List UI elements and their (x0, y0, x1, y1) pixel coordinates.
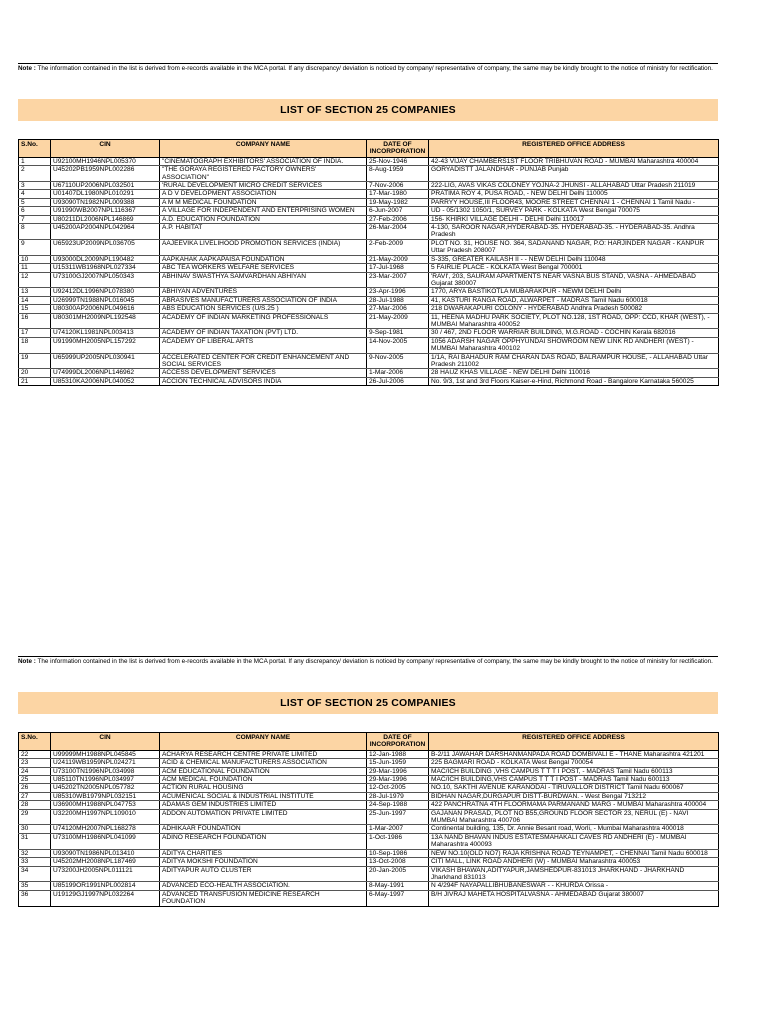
table-row (19, 166, 719, 182)
cell-address: N 4/294F NAYAPALLIBHUBANESWAR - - KHURDA Orissa - (429, 882, 719, 890)
cell-date: 26-Mar-2004 (367, 224, 429, 240)
cell-sno: 34 (19, 866, 51, 882)
cell-sno: 5 (19, 198, 51, 206)
page-section-2 (18, 656, 718, 907)
table-row (19, 190, 719, 198)
cell-address: B/H JIVRAJ MAHETA HOSPITALVASNA - AHMEDABAD Gujarat 380007 (429, 890, 719, 906)
header-company-name: COMPANY NAME (160, 733, 367, 751)
cell-address: S-335, GREATER KAILASH II - - NEW DELHI Delhi 110048 (429, 255, 719, 263)
table-header-row (19, 140, 719, 158)
cell-cin: U45202TN2005NPL057782 (51, 784, 160, 792)
cell-sno: 18 (19, 337, 51, 353)
cell-sno: 32 (19, 849, 51, 857)
cell-cin: U93090TN1986NPL013410 (51, 849, 160, 857)
cell-cin: U36900MH1988NPL047753 (51, 801, 160, 809)
cell-cin: U91990MH2005NPL157292 (51, 337, 160, 353)
cell-date: 25-Jun-1997 (367, 809, 429, 825)
cell-cin: U80300AP2006NPL049616 (51, 305, 160, 313)
cell-company-name: 'RURAL DEVELOPMENT MICRO CREDIT SERVICES (160, 182, 367, 190)
cell-company-name: "CINEMATOGRAPH EXHIBITORS' ASSOCIATION OF INDIA. (160, 157, 367, 165)
table-row (19, 215, 719, 223)
cell-cin: U85310KA2006NPL040052 (51, 377, 160, 385)
cell-sno: 10 (19, 255, 51, 263)
cell-cin: U45202MH2008NPL187469 (51, 858, 160, 866)
cell-address: 156- KHIRKI VILLAGE DELHI - DELHI Delhi 110017 (429, 215, 719, 223)
table-row (19, 784, 719, 792)
cell-company-name: ACID & CHEMICAL MANUFACTURERS ASSOCIATION (160, 759, 367, 767)
cell-address: VIKASH BHAWAN,ADITYAPUR,JAMSHEDPUR-831013 JHARKHAND - JHARKHAND Jharkhand 831013 (429, 866, 719, 882)
header-sno: S.No. (19, 140, 51, 158)
table-row (19, 353, 719, 369)
cell-sno: 28 (19, 801, 51, 809)
cell-company-name: ACUMENICAL SOCIAL & INDUSTRIAL INSTITUTE (160, 792, 367, 800)
cell-cin: U85110TN1996NPL034997 (51, 776, 160, 784)
cell-cin: U73100MH1986NPL041099 (51, 833, 160, 849)
table-row (19, 369, 719, 377)
cell-sno: 35 (19, 882, 51, 890)
cell-company-name: A M M MEDICAL FOUNDATION (160, 198, 367, 206)
cell-date: 23-Apr-1996 (367, 288, 429, 296)
cell-sno: 29 (19, 809, 51, 825)
cell-address: 42-43 VIJAY CHAMBERS1ST FLOOR TRIBHUVAN ROAD - MUMBAI Maharashtra 400004 (429, 157, 719, 165)
cell-sno: 25 (19, 776, 51, 784)
header-sno: S.No. (19, 733, 51, 751)
cell-company-name: ABHIYAN ADVENTURES (160, 288, 367, 296)
cell-address: MAC/ICH BUILDING ,VHS CAMPUS T T T I POST, - MADRAS Tamil Nadu 600113 (429, 767, 719, 775)
cell-cin: U32200MH1997NPL109010 (51, 809, 160, 825)
cell-address: BIDHAN NAGAR,DURGAPUR DISTT-BURDWAN. - West Bengal 713212 (429, 792, 719, 800)
cell-company-name: ADINO RESEARCH FOUNDATION (160, 833, 367, 849)
cell-address: NO.10, SAKTHI AVENUE KARANODAI - TIRUVALLOR DISTRICT Tamil Nadu 600067 (429, 784, 719, 792)
cell-address: 1056 ADARSH NAGAR OPPHYUNDAI SHOWROOM NEW LINK RD ANDHERI (WEST) - MUMBAI Maharashtra 400102 (429, 337, 719, 353)
cell-address: B-2/11 JAWAHAR DARSHANMANPADA ROAD DOMBIVALI E - THANE Maharashtra 421201 (429, 750, 719, 758)
cell-sno: 14 (19, 296, 51, 304)
cell-company-name: ADAMAS GEM INDUSTRIES LIMITED (160, 801, 367, 809)
header-date-of-incorporation: DATE OF INCORPORATION (367, 140, 429, 158)
companies-table (18, 139, 719, 386)
companies-table-body (19, 157, 719, 385)
cell-company-name: AAJEEVIKA LIVELIHOOD PROMOTION SERVICES (INDIA) (160, 239, 367, 255)
cell-cin: U93090TN1982NPL009388 (51, 198, 160, 206)
cell-sno: 21 (19, 377, 51, 385)
cell-company-name: ABS EDUCATION SERVICES (U/S.25 ) (160, 305, 367, 313)
cell-sno: 3 (19, 182, 51, 190)
cell-address: GAJANAN PRASAD, PLOT NO B55,GROUND FLOOR SECTOR 23, NERUL (E) - NAVI MUMBAI Maharashtra 400706 (429, 809, 719, 825)
table-row (19, 750, 719, 758)
cell-sno: 30 (19, 825, 51, 833)
cell-date: 6-Jun-2007 (367, 207, 429, 215)
table-row (19, 882, 719, 890)
cell-cin: U80301MH2009NPL192548 (51, 313, 160, 329)
cell-company-name: ACADEMY OF LIBERAL ARTS (160, 337, 367, 353)
table-row (19, 296, 719, 304)
note-label: Note : (18, 65, 36, 72)
cell-company-name: ACADEMY OF INDIAN TAXATION (PVT) LTD. (160, 329, 367, 337)
cell-date: 1-Mar-2006 (367, 369, 429, 377)
cell-company-name: A VILLAGE FOR INDEPENDENT AND ENTERPRISING WOMEN (160, 207, 367, 215)
cell-address: Continental building, 135, Dr. Annie Besant road, Worli, - Mumbai Maharashtra 400018 (429, 825, 719, 833)
cell-cin: U85310WB1979NPL032151 (51, 792, 160, 800)
header-cin: CIN (51, 140, 160, 158)
cell-sno: 12 (19, 272, 51, 288)
cell-date: 12-Oct-2005 (367, 784, 429, 792)
header-company-name: COMPANY NAME (160, 140, 367, 158)
cell-date: 17-Mar-1980 (367, 190, 429, 198)
companies-table (18, 732, 719, 907)
table-row (19, 849, 719, 857)
cell-sno: 17 (19, 329, 51, 337)
cell-address: 30 / 467, 2ND FLOOR WARRIAR BUILDING, M.G.ROAD - COCHIN Kerala 682016 (429, 329, 719, 337)
table-header-row (19, 733, 719, 751)
cell-date: 13-Oct-2008 (367, 858, 429, 866)
table-row (19, 337, 719, 353)
cell-company-name: ACCESS DEVELOPMENT SERVICES (160, 369, 367, 377)
cell-address: UD - 05/1302 1050/1, SURVEY PARK - KOLKATA West Bengal 700075 (429, 207, 719, 215)
cell-cin: U67110UP2006NPL032501 (51, 182, 160, 190)
cell-cin: U92100MH1946NPL005370 (51, 157, 160, 165)
cell-cin: U15311WB1968NPL027334 (51, 264, 160, 272)
table-row (19, 239, 719, 255)
cell-sno: 1 (19, 157, 51, 165)
cell-address: PLOT NO. 31, HOUSE NO. 364, SADANAND NAGAR, P.O: HARJINDER NAGAR - KANPUR Uttar Pradesh 208007 (429, 239, 719, 255)
cell-cin: U45200AP2004NPL042964 (51, 224, 160, 240)
cell-sno: 16 (19, 313, 51, 329)
header-date-of-incorporation: DATE OF INCORPORATION (367, 733, 429, 751)
cell-date: 1-Mar-2007 (367, 825, 429, 833)
cell-sno: 20 (19, 369, 51, 377)
cell-company-name: ADHIKAAR FOUNDATION (160, 825, 367, 833)
cell-date: 29-Mar-1996 (367, 767, 429, 775)
cell-date: 6-May-1997 (367, 890, 429, 906)
cell-address: 11, HEENA MADHU PARK SOCIETY, PLOT NO.128, 1ST ROAD, OPP: CCD, KHAR (WEST), - MUMBAI Maharashtra 400052 (429, 313, 719, 329)
cell-date: 23-Mar-2007 (367, 272, 429, 288)
cell-sno: 33 (19, 858, 51, 866)
cell-sno: 36 (19, 890, 51, 906)
table-row (19, 305, 719, 313)
disclaimer-note (18, 657, 718, 666)
cell-date: 28-Jul-1988 (367, 296, 429, 304)
cell-company-name: A D V DEVELOPMENT ASSOCIATION (160, 190, 367, 198)
table-row (19, 313, 719, 329)
cell-sno: 4 (19, 190, 51, 198)
cell-company-name: ABHINAV SWASTHYA SAMVARDHAN ABHIYAN (160, 272, 367, 288)
cell-date: 15-Jun-1959 (367, 759, 429, 767)
cell-company-name: ACTION RURAL HOUSING (160, 784, 367, 792)
cell-address: 1/1A, RAI BAHADUR RAM CHARAN DAS ROAD, BALRAMPUR HOUSE, - ALLAHABAD Uttar Pradesh 211002 (429, 353, 719, 369)
cell-cin: U65999UP2005NPL030941 (51, 353, 160, 369)
cell-company-name: ADDON AUTOMATION PRIVATE LIMITED (160, 809, 367, 825)
cell-company-name: ADITYAPUR AUTO CLUSTER (160, 866, 367, 882)
cell-address: 4-130, SAROOR NAGAR,HYDERABAD-35. HYDERABAD-35. - HYDERABAD-35. Andhra Pradesh (429, 224, 719, 240)
cell-company-name: ADITYA MOKSHI FOUNDATION (160, 858, 367, 866)
cell-cin: U01407DL1980NPL010291 (51, 190, 160, 198)
cell-date: 10-Sep-1986 (367, 849, 429, 857)
cell-date: 9-Sep-1981 (367, 329, 429, 337)
table-row (19, 182, 719, 190)
cell-cin: U24119WB1959NPL024271 (51, 759, 160, 767)
cell-date: 26-Jul-2006 (367, 377, 429, 385)
cell-cin: U74120KL1981NPL003413 (51, 329, 160, 337)
cell-date: 17-Jul-1968 (367, 264, 429, 272)
table-row (19, 776, 719, 784)
cell-date: 9-Nov-2005 (367, 353, 429, 369)
cell-date: 28-Jul-1979 (367, 792, 429, 800)
cell-sno: 22 (19, 750, 51, 758)
cell-company-name: ABC TEA WORKERS WELFARE SERVICES (160, 264, 367, 272)
cell-cin: U92412DL1996NPL078380 (51, 288, 160, 296)
cell-address: 'RAVI', 203, SAURAM APARTMENTS NEAR VASNA BUS STAND, VASNA - AHMEDABAD Gujarat 380007 (429, 272, 719, 288)
cell-cin: U74120MH2007NPL168278 (51, 825, 160, 833)
header-registered-office-address: REGISTERED OFFICE ADDRESS (429, 140, 719, 158)
cell-address: PARRYY HOUSE,III FLOOR43, MOORE STREET CHENNAI 1 - CHENNAI 1 Tamil Nadu - (429, 198, 719, 206)
cell-date: 24-Sep-1988 (367, 801, 429, 809)
cell-sno: 13 (19, 288, 51, 296)
note-label: Note : (18, 658, 36, 665)
cell-address: PRATIMA ROY 4, PUSA ROAD, - NEW DELHI Delhi 110005 (429, 190, 719, 198)
table-row (19, 792, 719, 800)
table-row (19, 858, 719, 866)
cell-date: 8-May-1991 (367, 882, 429, 890)
cell-address: 41, KASTURI RANGA ROAD, ALWARPET - MADRAS Tamil Nadu 600018 (429, 296, 719, 304)
page-section-1 (18, 63, 718, 386)
cell-cin: U85199OR1991NPL002814 (51, 882, 160, 890)
page-title: LIST OF SECTION 25 COMPANIES (18, 99, 718, 121)
cell-sno: 19 (19, 353, 51, 369)
cell-cin: U45202PB1959NPL002286 (51, 166, 160, 182)
cell-company-name: AAPKAHAK AAPKAPAISA FOUNDATION (160, 255, 367, 263)
cell-address: No. 9/3, 1st and 3rd Floors Kaiser-e-Hind, Richmond Road - Bangalore Karnataka 560025 (429, 377, 719, 385)
table-row (19, 198, 719, 206)
cell-company-name: A.D. EDUCATION FOUNDATION (160, 215, 367, 223)
cell-date: 25-Nov-1946 (367, 157, 429, 165)
cell-cin: U26999TN1988NPL016045 (51, 296, 160, 304)
cell-cin: U74999DL2006NPL146962 (51, 369, 160, 377)
cell-address: 222-LIG, AVAS VIKAS COLONEY YOJNA-2 JHUNSI - ALLAHABAD Uttar Pradesh 211019 (429, 182, 719, 190)
table-row (19, 759, 719, 767)
cell-company-name: ADITYA CHARITIES (160, 849, 367, 857)
disclaimer-note (18, 64, 718, 73)
cell-sno: 7 (19, 215, 51, 223)
cell-sno: 8 (19, 224, 51, 240)
page-title: LIST OF SECTION 25 COMPANIES (18, 692, 718, 714)
cell-sno: 9 (19, 239, 51, 255)
cell-cin: U93000DL2009NPL190482 (51, 255, 160, 263)
cell-date: 21-May-2009 (367, 313, 429, 329)
table-row (19, 329, 719, 337)
cell-cin: U73200JH2005NPL011121 (51, 866, 160, 882)
cell-company-name: ACCELERATED CENTER FOR CREDIT ENHANCEMENT AND SOCIAL SERVICES (160, 353, 367, 369)
cell-sno: 15 (19, 305, 51, 313)
cell-company-name: ACM EDUCATIONAL FOUNDATION (160, 767, 367, 775)
table-row (19, 825, 719, 833)
cell-cin: U73100GJ2007NPL050343 (51, 272, 160, 288)
cell-date: 20-Jan-2005 (367, 866, 429, 882)
cell-date: 27-Feb-2006 (367, 215, 429, 223)
cell-date: 27-Mar-2006 (367, 305, 429, 313)
cell-cin: U80211DL2006NPL146869 (51, 215, 160, 223)
cell-company-name: ADVANCED ECO-HEALTH ASSOCIATION. (160, 882, 367, 890)
table-row (19, 866, 719, 882)
table-row (19, 224, 719, 240)
cell-date: 12-Jan-1988 (367, 750, 429, 758)
cell-sno: 27 (19, 792, 51, 800)
cell-cin: U91990WB2007NPL116367 (51, 207, 160, 215)
cell-company-name: ACHARYA RESEARCH CENTRE PRIVATE LIMITED (160, 750, 367, 758)
cell-company-name: ADVANCED TRANSFUSION MEDICINE RESEARCH FOUNDATION (160, 890, 367, 906)
cell-address: 1770, ARYA BASTIKOTLA MUBARAKPUR - NEWM DELHI Delhi (429, 288, 719, 296)
table-row (19, 288, 719, 296)
header-registered-office-address: REGISTERED OFFICE ADDRESS (429, 733, 719, 751)
cell-address: 422 PANCHRATNA 4TH FLOORMAMA PARMANAND MARG - MUMBAI Maharashtra 400004 (429, 801, 719, 809)
table-row (19, 767, 719, 775)
note-text: The information contained in the list is derived from e-records available in the MCA portal. If any discrepancy/ deviation is noticed by company/ representative of company, the same may be kindly brought to the notice of ministry for rectification. (35, 65, 713, 72)
cell-date: 1-Oct-1986 (367, 833, 429, 849)
cell-date: 29-Mar-1996 (367, 776, 429, 784)
cell-company-name: ACADEMY OF INDIAN MARKETING PROFESSIONALS (160, 313, 367, 329)
table-row (19, 272, 719, 288)
table-row (19, 264, 719, 272)
cell-date: 21-May-2009 (367, 255, 429, 263)
cell-address: 13A NAND BHAVAN INDUS ESTATESMAHAKALI CAVES RD ANDHERI (E) - MUMBAI Maharashtra 400093 (429, 833, 719, 849)
cell-address: 225 BAGMARI ROAD - KOLKATA West Bengal 700054 (429, 759, 719, 767)
cell-cin: U99999MH1988NPL045845 (51, 750, 160, 758)
cell-sno: 26 (19, 784, 51, 792)
header-cin: CIN (51, 733, 160, 751)
cell-cin: U65923UP2009NPL036705 (51, 239, 160, 255)
cell-sno: 24 (19, 767, 51, 775)
cell-sno: 11 (19, 264, 51, 272)
companies-table-body (19, 750, 719, 906)
cell-sno: 23 (19, 759, 51, 767)
cell-company-name: ACCION TECHNICAL ADVISORS INDIA (160, 377, 367, 385)
table-row (19, 801, 719, 809)
cell-cin: U73100TN1996NPL034998 (51, 767, 160, 775)
cell-company-name: ACM MEDICAL FOUNDATION (160, 776, 367, 784)
table-row (19, 377, 719, 385)
cell-address: MAC/ICH BUILDING,VHS CAMPUS T T T I POST - MADRAS Tamil Nadu 600113 (429, 776, 719, 784)
table-row (19, 207, 719, 215)
cell-company-name: "THE GORAYA REGISTERED FACTORY OWNERS' ASSOCIATION" (160, 166, 367, 182)
cell-company-name: A.P. HABITAT (160, 224, 367, 240)
cell-cin: U19129GJ1997NPL032264 (51, 890, 160, 906)
cell-date: 7-Nov-2006 (367, 182, 429, 190)
cell-date: 2-Feb-2009 (367, 239, 429, 255)
cell-sno: 6 (19, 207, 51, 215)
note-text: The information contained in the list is derived from e-records available in the MCA portal. If any discrepancy/ deviation is noticed by company/ representative of company, the same may be kindly brought to the notice of ministry for rectification. (35, 658, 713, 665)
cell-address: 5 FAIRLIE PLACE - KOLKATA West Bengal 700001 (429, 264, 719, 272)
cell-address: 28 HAUZ KHAS VILLAGE - NEW DELHI Delhi 110016 (429, 369, 719, 377)
cell-date: 14-Nov-2005 (367, 337, 429, 353)
cell-sno: 2 (19, 166, 51, 182)
table-row (19, 809, 719, 825)
table-row (19, 157, 719, 165)
cell-date: 8-Aug-1959 (367, 166, 429, 182)
table-row (19, 255, 719, 263)
table-row (19, 890, 719, 906)
cell-address: 218 DWARAKAPURI COLONY - HYDERABAD Andhra Pradesh 500082 (429, 305, 719, 313)
cell-address: NEW NO.10(OLD NO7) RAJA KRISHNA ROAD TEYNAMPET, - CHENNAI Tamil Nadu 600018 (429, 849, 719, 857)
cell-date: 19-May-1982 (367, 198, 429, 206)
cell-address: GORYADISTT JALANDHAR - PUNJAB Punjab (429, 166, 719, 182)
table-row (19, 833, 719, 849)
cell-address: CITI MALL, LINK ROAD ANDHERI (W) - MUMBAI Maharashtra 400053 (429, 858, 719, 866)
cell-sno: 31 (19, 833, 51, 849)
cell-company-name: ABRASIVES MANUFACTURERS ASSOCIATION OF INDIA (160, 296, 367, 304)
